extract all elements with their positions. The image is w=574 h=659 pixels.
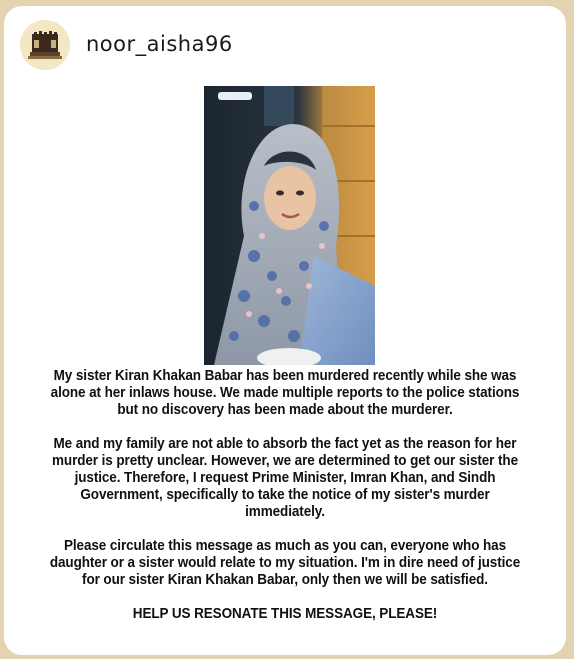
post-photo [204, 86, 375, 365]
message-paragraph-1: My sister Kiran Khakan Babar has been murdered recently while she was alone at her inlaws house. We made multiple reports to the police stations but no discovery has been made about the murderer. [50, 367, 520, 418]
post-header [4, 6, 566, 76]
message-paragraph-3: Please circulate this message as much as you can, everyone who has daughter or a sister would relate to my situation. I'm in dire need of justice for our sister Kiran Khakan Babar, only then we will be satisfied. [49, 537, 521, 588]
username[interactable]: noor_aisha96 [86, 32, 233, 56]
call-to-action: HELP US RESONATE THIS MESSAGE, PLEASE! [132, 605, 438, 622]
profile-avatar[interactable] [20, 20, 70, 70]
message-paragraph-2: Me and my family are not able to absorb the fact yet as the reason for her murder is pretty unclear. However, we are determined to get our sister the justice. Therefore, I request Prime Minister, Imran Khan, and Sindh Government, specifically to take the notice of my sister's murder immediately. [51, 435, 519, 520]
post-card [4, 6, 566, 655]
post-message [39, 367, 530, 639]
